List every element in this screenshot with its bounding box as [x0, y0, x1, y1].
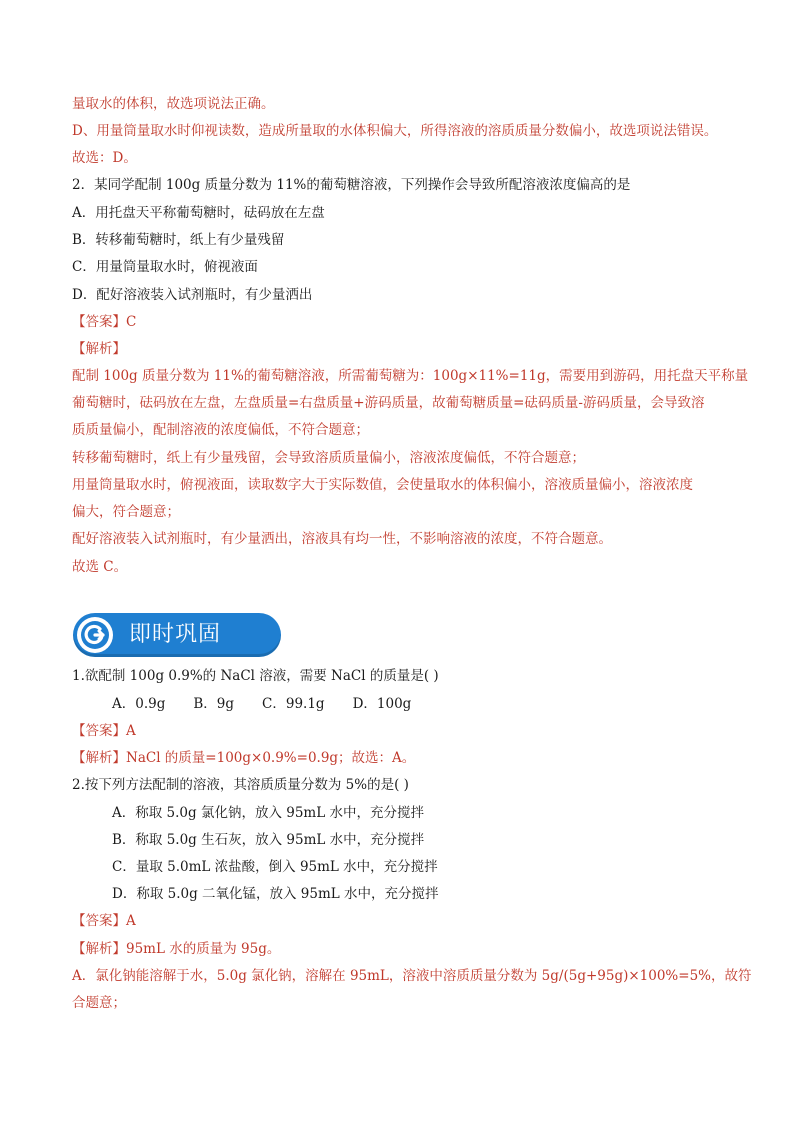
option-d: D．称取 5.0g 二氧化锰，放入 95mL 水中，充分搅拌	[112, 886, 439, 902]
question-stem: 1.欲配制 100g 0.9%的 NaCl 溶液，需要 NaCl 的质量是( )	[72, 668, 439, 684]
section-banner	[73, 613, 281, 657]
analysis-line: 质质量偏小，配制溶液的浓度偏低，不符合题意；	[72, 422, 369, 438]
question-stem: 2．某同学配制 100g 质量分数为 11%的葡萄糖溶液，下列操作会导致所配溶液浓度偏高的是	[72, 177, 631, 193]
answer-label: 【答案】	[72, 314, 126, 330]
answer-line: 故选 C。	[72, 559, 128, 575]
answer-value: A	[126, 913, 136, 929]
analysis-line: D、用量筒量取水时仰视读数，造成所量取的水体积偏大，所得溶液的溶质质量分数偏小，故选项说法错误。	[72, 123, 718, 139]
analysis-line: 偏大，符合题意；	[72, 504, 180, 520]
option-d: D．配好溶液装入试剂瓶时，有少量洒出	[72, 287, 313, 303]
analysis-text: NaCl 的质量=100g×0.9%=0.9g；故选：A。	[126, 750, 416, 766]
answer-value: C	[126, 314, 137, 330]
analysis-row	[72, 940, 280, 958]
option-a: A．称取 5.0g 氯化钠，放入 95mL 水中，充分搅拌	[112, 805, 424, 821]
option-b: B．转移葡萄糖时，纸上有少量残留	[72, 232, 285, 248]
option-a: A．用托盘天平称葡萄糖时，砝码放在左盘	[72, 205, 325, 221]
option-c: C．用量筒量取水时，俯视液面	[72, 259, 258, 275]
option-b: B．9g	[193, 696, 235, 712]
options-row	[112, 695, 439, 713]
analysis-line: 转移葡萄糖时，纸上有少量残留，会导致溶质质量偏小，溶液浓度偏低，不符合题意；	[72, 450, 585, 466]
option-c: C．99.1g	[262, 696, 325, 712]
analysis-row	[72, 749, 415, 767]
analysis-line: 葡萄糖时，砝码放在左盘，左盘质量=右盘质量+游码质量，故葡萄糖质量=砝码质量-游码质量，会导致溶	[72, 395, 705, 411]
answer-row	[72, 313, 136, 331]
option-c: C．量取 5.0mL 浓盐酸，倒入 95mL 水中，充分搅拌	[112, 859, 438, 875]
analysis-label: 【解析】	[72, 750, 126, 766]
option-b: B．称取 5.0g 生石灰，放入 95mL 水中，充分搅拌	[112, 832, 425, 848]
answer-row	[72, 912, 136, 930]
answer-label: 【答案】	[72, 913, 126, 929]
arrow-circle-icon	[77, 617, 113, 653]
question-stem: 2.按下列方法配制的溶液，其溶质质量分数为 5%的是( )	[72, 777, 409, 793]
option-d: D．100g	[352, 696, 412, 712]
analysis-label: 【解析】	[72, 941, 126, 957]
analysis-line: 用量筒量取水时，俯视液面，读取数字大于实际数值，会使量取水的体积偏小，溶液质量偏小，溶液浓度	[72, 477, 693, 493]
analysis-line: A．氯化钠能溶解于水，5.0g 氯化钠，溶解在 95mL，溶液中溶质质量分数为 5g/(5g+95g)×100%=5%，故符	[72, 968, 752, 984]
analysis-line: 量取水的体积，故选项说法正确。	[72, 96, 275, 112]
option-a: A．0.9g	[112, 696, 166, 712]
answer-row	[72, 722, 136, 740]
banner-title: 即时巩固	[129, 622, 222, 647]
answer-line: 故选：D。	[72, 150, 137, 166]
analysis-line: 配制 100g 质量分数为 11%的葡萄糖溶液，所需葡萄糖为：100g×11%=11g，需要用到游码，用托盘天平称量	[72, 368, 749, 384]
answer-value: A	[126, 723, 136, 739]
answer-label: 【答案】	[72, 723, 126, 739]
analysis-label: 【解析】	[72, 341, 126, 357]
analysis-line: 合题意；	[72, 995, 126, 1011]
analysis-text: 95mL 水的质量为 95g。	[126, 941, 281, 957]
analysis-line: 配好溶液装入试剂瓶时，有少量洒出，溶液具有均一性，不影响溶液的浓度，不符合题意。	[72, 531, 612, 547]
